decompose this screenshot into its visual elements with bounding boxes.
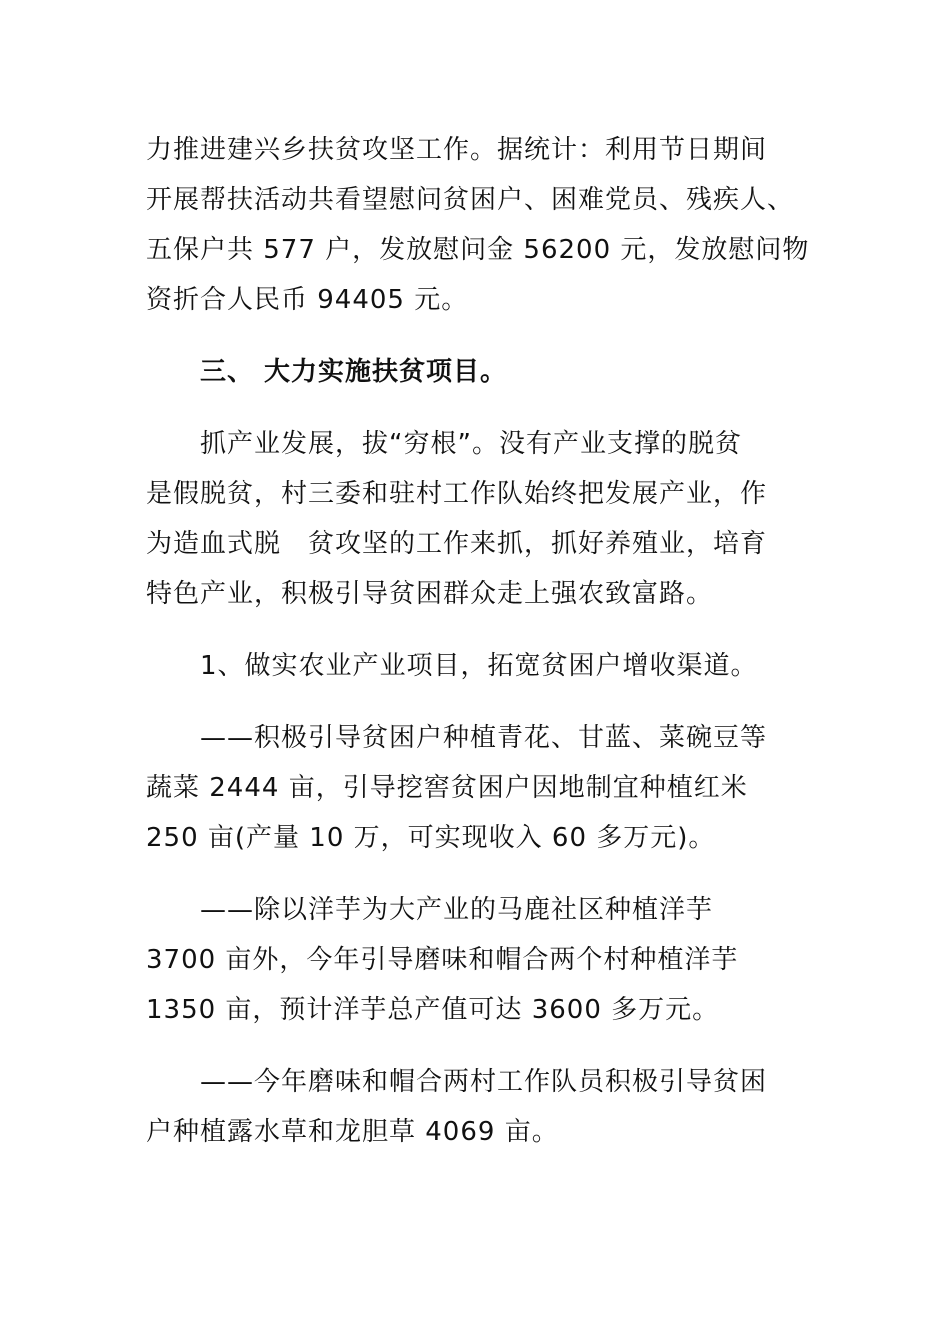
paragraph-line: 抓产业发展，拔“穷根”。没有产业支撑的脱贫 bbox=[200, 429, 742, 459]
paragraph-line: 1350 亩，预计洋芋总产值可达 3600 多万元。 bbox=[146, 995, 720, 1025]
paragraph-line: 为造血式脱 贫攻坚的工作来抓，抓好养殖业，培育 bbox=[146, 529, 768, 559]
paragraph-line: ——除以洋芋为大产业的马鹿社区种植洋芋 bbox=[200, 895, 714, 925]
paragraph-line: 特色产业，积极引导贫困群众走上强农致富路。 bbox=[146, 579, 714, 609]
paragraph-line: 资折合人民币 94405 元。 bbox=[146, 285, 469, 315]
paragraph-line: ——积极引导贫困户种植青花、甘蓝、菜碗豆等 bbox=[200, 723, 768, 753]
paragraph-line: 3700 亩外，今年引导磨味和帽合两个村种植洋芋 bbox=[146, 945, 739, 975]
paragraph-line: 五保户共 577 户，发放慰问金 56200 元，发放慰问物 bbox=[146, 235, 810, 265]
paragraph-line: 250 亩(产量 10 万，可实现收入 60 多万元)。 bbox=[146, 823, 716, 853]
paragraph-line: 力推进建兴乡扶贫攻坚工作。据统计：利用节日期间 bbox=[146, 135, 768, 165]
paragraph-line: 开展帮扶活动共看望慰问贫困户、困难党员、残疾人、 bbox=[146, 185, 795, 215]
paragraph-line: 蔬菜 2444 亩，引导挖窖贫困户因地制宜种植红米 bbox=[146, 773, 748, 803]
subsection-heading: 1、做实农业产业项目，拓宽贫困户增收渠道。 bbox=[200, 651, 758, 681]
paragraph-line: 户种植露水草和龙胆草 4069 亩。 bbox=[146, 1117, 559, 1147]
section-heading: 三、 大力实施扶贫项目。 bbox=[200, 357, 508, 387]
paragraph-line: 是假脱贫，村三委和驻村工作队始终把发展产业，作 bbox=[146, 479, 768, 509]
paragraph-line: ——今年磨味和帽合两村工作队员积极引导贫困 bbox=[200, 1067, 768, 1097]
